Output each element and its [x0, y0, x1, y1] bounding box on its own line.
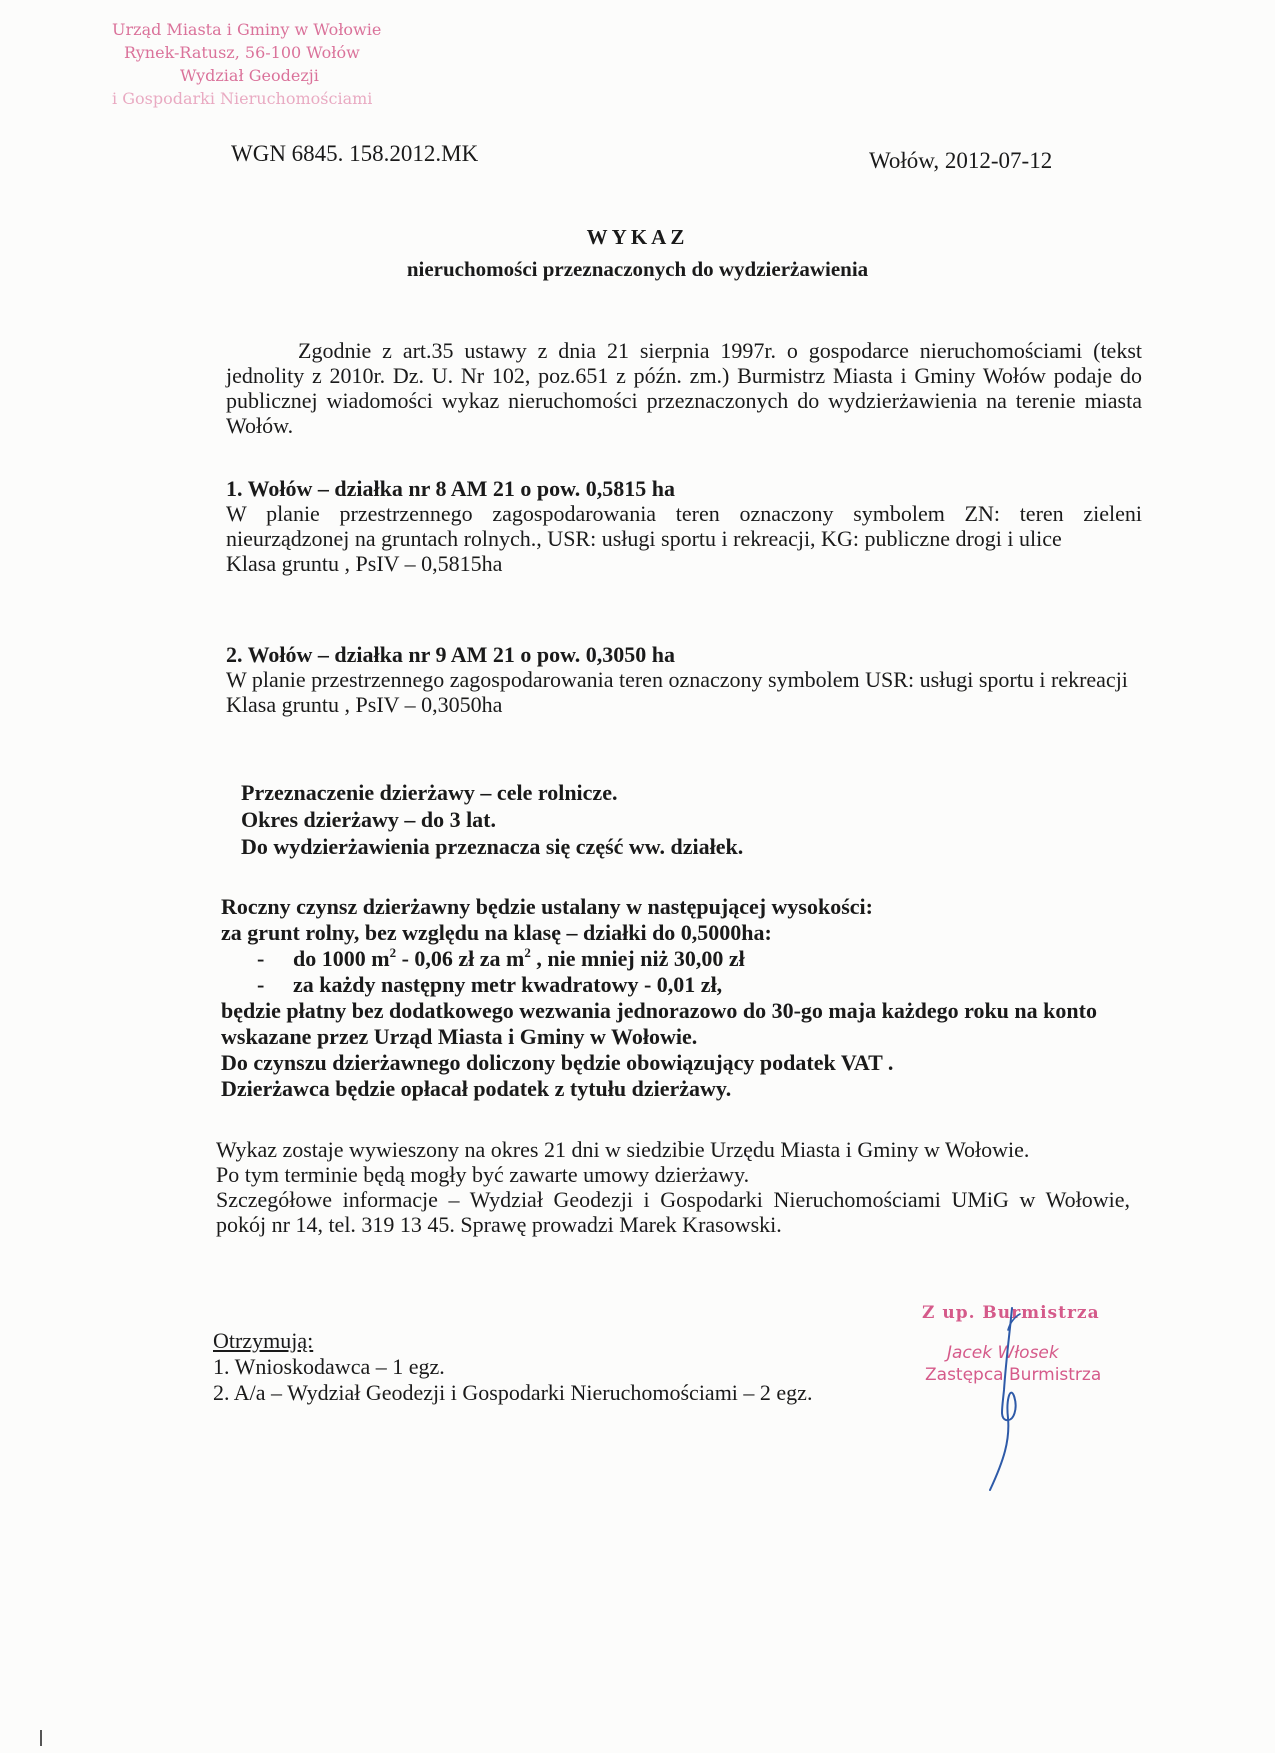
rent-item-2-text: za każdy następny metr kwadratowy - 0,01 zł, [293, 972, 723, 997]
intro-text: Zgodnie z art.35 ustawy z dnia 21 sierpnia 1997r. o gospodarce nieruchomościami (tekst jednolity z 2010r. Dz. U. Nr 102, poz.651 z późn. zm.) Burmistrz Miasta i Gminy Wołów podaje do publicznej wiadomości wykaz nieruchomości przeznaczonych do wydzierżawienia na terenie miasta Wołów. [226, 338, 1142, 438]
parcel-2-heading: 2. Wołów – działka nr 9 AM 21 o pow. 0,3050 ha [226, 642, 676, 667]
notice-section [216, 1137, 1130, 1237]
parcel-1-heading: 1. Wołów – działka nr 8 AM 21 o pow. 0,5815 ha [226, 476, 676, 501]
rent-line-5: Dzierżawca będzie opłacał podatek z tytułu dzierżawy. [221, 1076, 732, 1101]
rent-section [221, 894, 1141, 1102]
signature-stamp-line-3: Zastępca Burmistrza [925, 1365, 1102, 1385]
office-stamp [112, 18, 412, 110]
handwritten-signature [960, 1300, 1070, 1500]
list-dash: - [257, 972, 265, 997]
parcel-2-soil-class: Klasa gruntu , PsIV – 0,3050ha [226, 692, 503, 717]
lease-period: Okres dzierżawy – do 3 lat. [241, 807, 497, 832]
parcel-1-soil-class: Klasa gruntu , PsIV – 0,5815ha [226, 551, 503, 576]
rent-item-1-b: - 0,06 zł za m [396, 946, 525, 971]
stamp-line-2: Rynek-Ratusz, 56-100 Wołów [124, 43, 360, 62]
notice-line-1: Wykaz zostaje wywieszony na okres 21 dni w siedzibie Urzędu Miasta i Gminy w Wołowie. [216, 1137, 1030, 1162]
lease-purpose: Przeznaczenie dzierżawy – cele rolnicze. [241, 780, 618, 805]
lease-terms [241, 779, 743, 860]
intro-paragraph [226, 338, 1142, 438]
rent-item-2 [221, 972, 1141, 998]
recipients [213, 1328, 812, 1406]
recipients-heading: Otrzymują: [213, 1328, 314, 1353]
document-title: WYKAZ [586, 225, 689, 249]
list-dash: - [257, 946, 265, 971]
notice-line-2: Po tym terminie będą mogły być zawarte umowy dzierżawy. [216, 1162, 750, 1187]
stamp-line-1: Urząd Miasta i Gminy w Wołowie [112, 20, 382, 39]
reference-number: WGN 6845. 158.2012.MK [231, 141, 479, 166]
document-subtitle: nieruchomości przeznaczonych do wydzierżawienia [406, 257, 869, 281]
place-date: Wołów, 2012-07-12 [869, 148, 1053, 173]
lease-part: Do wydzierżawienia przeznacza się część ww. działek. [241, 834, 744, 859]
signature-stamp-line-1: Z up. Burmistrza [922, 1303, 1100, 1323]
recipient-2: 2. A/a – Wydział Geodezji i Gospodarki Nieruchomościami – 2 egz. [213, 1380, 813, 1405]
rent-item-1-c: , nie mniej niż 30,00 zł [530, 946, 745, 971]
parcel-1 [226, 476, 1142, 576]
rent-line-2: za grunt rolny, bez względu na klasę – działki do 0,5000ha: [221, 920, 772, 945]
rent-item-1-sup-2: 2 [524, 945, 531, 960]
rent-line-3: będzie płatny bez dodatkowego wezwania jednorazowo do 30-go maja każdego roku na konto wskazane przez Urząd Miasta i Gminy w Wołowie. [221, 998, 1097, 1049]
scan-mark [40, 1730, 42, 1746]
rent-item-1 [221, 946, 1141, 972]
signature-stamp-line-2: Jacek Włosek [947, 1343, 1059, 1363]
recipient-1: 1. Wnioskodawca – 1 egz. [213, 1354, 445, 1379]
rent-item-1-sup-1: 2 [389, 945, 397, 960]
parcel-2 [226, 642, 1142, 717]
rent-line-1: Roczny czynsz dzierżawny będzie ustalany w następującej wysokości: [221, 894, 873, 919]
notice-line-3: Szczegółowe informacje – Wydział Geodezji i Gospodarki Nieruchomościami UMiG w Wołowie, pokój nr 14, tel. 319 13 45. Sprawę prowadzi Marek Krasowski. [216, 1187, 1130, 1237]
parcel-1-description: W planie przestrzennego zagospodarowania teren oznaczony symbolem ZN: teren zieleni nieurządzonej na gruntach rolnych., USR: usługi sportu i rekreacji, KG: publiczne drogi i ulice [226, 501, 1142, 551]
parcel-2-description: W planie przestrzennego zagospodarowania teren oznaczony symbolem USR: usługi sportu i rekreacji [226, 667, 1128, 692]
rent-item-1-a: do 1000 m [293, 946, 390, 971]
rent-line-4: Do czynszu dzierżawnego doliczony będzie obowiązujący podatek VAT . [221, 1050, 894, 1075]
stamp-line-3: Wydział Geodezji [180, 66, 319, 85]
stamp-line-4: i Gospodarki Nieruchomościami [112, 89, 373, 108]
